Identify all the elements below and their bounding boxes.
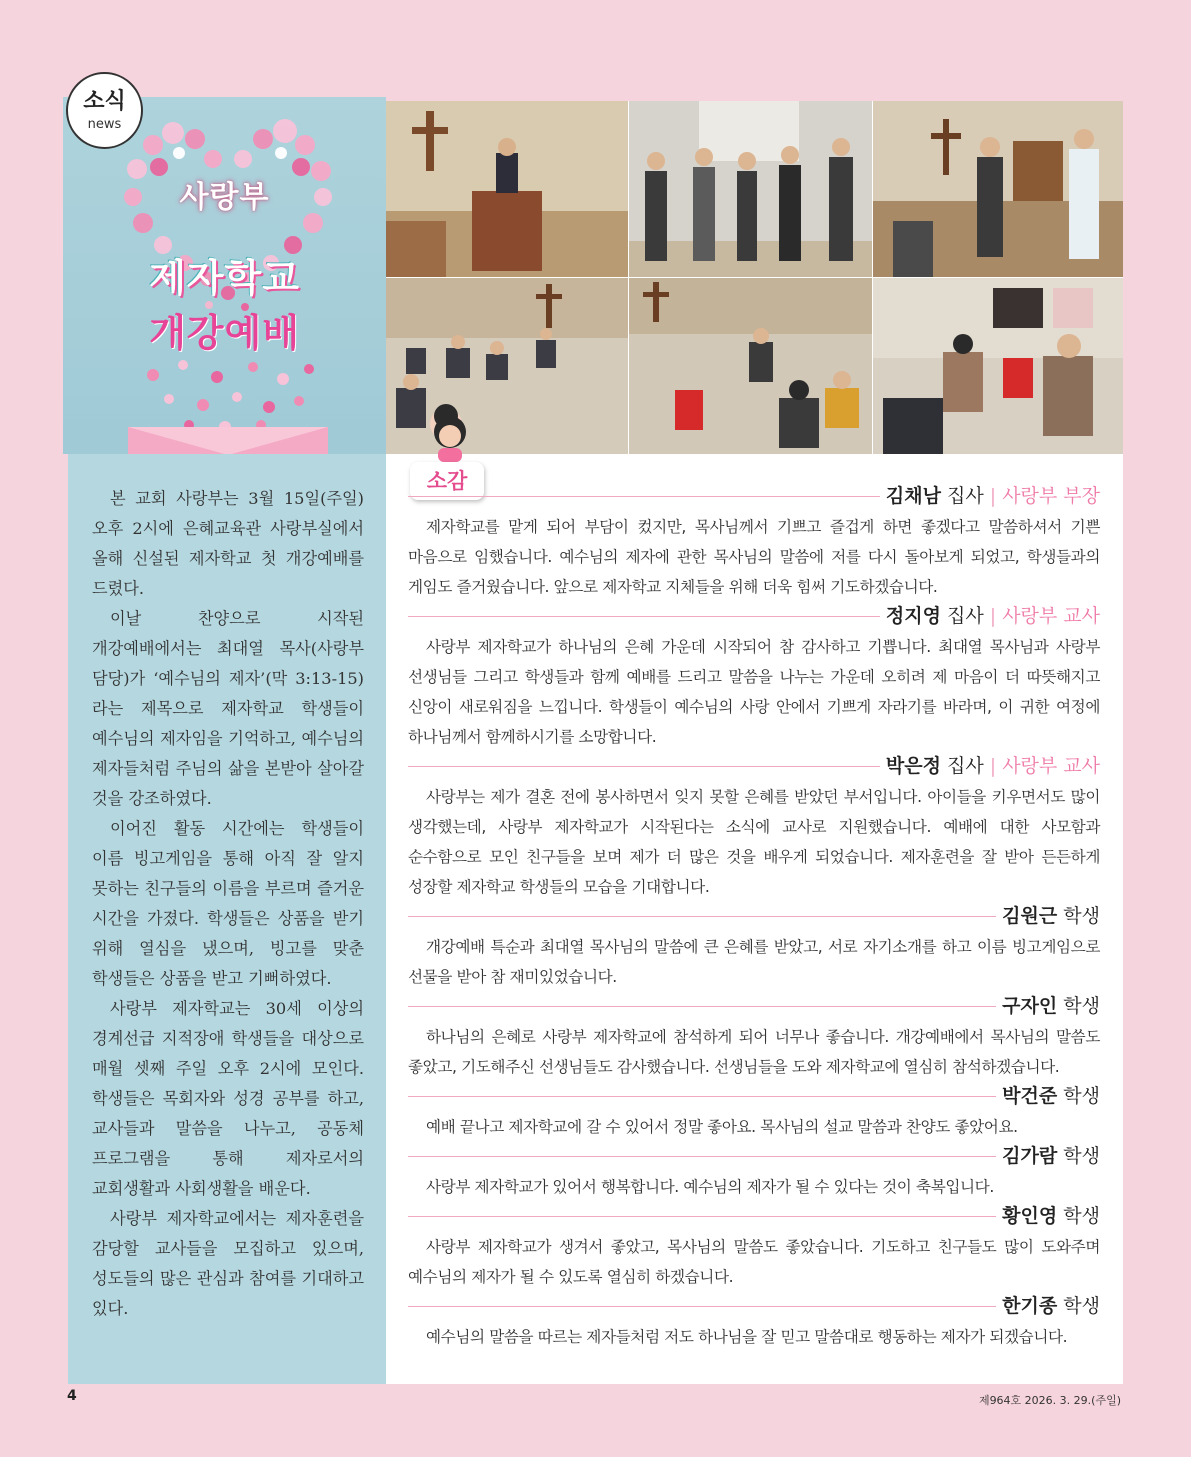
testimonial-entry <box>408 1142 1100 1202</box>
testimonial-dept: 사랑부 교사 <box>1002 755 1100 777</box>
testimonial-entry <box>408 602 1100 752</box>
article-paragraph: 이어진 활동 시간에는 학생들이 이름 빙고게임을 통해 아직 잘 알지 못하는 친구들의 이름을 부르며 즐거운 시간을 가졌다. 학생들은 상품을 받기 위해 열심을 냈으며, 빙고를 맞춘 학생들은 상품을 받고 기뻐하였다. <box>92 819 364 988</box>
sogam-tab-label: 소감 <box>426 469 468 493</box>
testimonial-role: 학생 <box>1063 1085 1100 1107</box>
testimonial-entry <box>408 1082 1100 1142</box>
testimonial-dept: 사랑부 교사 <box>1002 605 1100 627</box>
testimonial-role: 집사 <box>946 485 984 507</box>
testimonial-text: 개강예배 특순과 최대열 목사님의 말씀에 큰 은혜를 받았고, 서로 자기소개를 하고 이름 빙고게임으로 선물을 받아 참 재미있었습니다. <box>408 938 1100 986</box>
testimonial-role: 학생 <box>1063 1205 1100 1227</box>
badge-subtitle: news <box>87 117 122 132</box>
testimonial-name: 황인영 <box>1002 1205 1058 1227</box>
testimonial-separator: | <box>989 755 997 777</box>
testimonial-text: 사랑부 제자학교가 있어서 행복합니다. 예수님의 제자가 될 수 있다는 것이 축복입니다. <box>426 1178 994 1196</box>
article-paragraph: 사랑부 제자학교는 30세 이상의 경계선급 지적장애 학생들을 대상으로 매월 셋째 주일 오후 2시에 모인다. 학생들은 목회자와 성경 공부를 하고, 교사들과 말씀을 나누고, 공동체 프로그램을 통해 제자로서의 교회생활과 사회생활을 배운다. <box>92 999 364 1198</box>
article-column <box>68 454 386 1384</box>
testimonial-name: 박은정 <box>885 755 941 777</box>
news-badge <box>66 72 143 149</box>
article-paragraph: 이날 찬양으로 시작된 개강예배에서는 최대열 목사(사랑부 담당)가 ‘예수님의 제자’(막 3:13-15)라는 제목으로 제자학교 학생들이 예수님의 제자임을 기억하고, 예수님의 제자들처럼 주님의 삶을 본받아 살아갈 것을 강조하였다. <box>92 609 364 808</box>
photo-teacher-with-students <box>873 278 1123 454</box>
testimonial-entry <box>408 1202 1100 1292</box>
testimonial-role: 집사 <box>946 755 984 777</box>
testimonial-role: 학생 <box>1063 905 1100 927</box>
testimonial-role: 학생 <box>1063 1145 1100 1167</box>
testimonial-entry <box>408 902 1100 992</box>
photo-activity-red-stools <box>629 278 872 454</box>
hero-panel <box>63 97 386 454</box>
testimonial-name: 김가람 <box>1002 1145 1058 1167</box>
testimonial-name: 구자인 <box>1002 995 1058 1017</box>
testimonial-name: 김원근 <box>1002 905 1058 927</box>
testimonial-name: 한기종 <box>1002 1295 1058 1317</box>
testimonial-role: 학생 <box>1063 995 1100 1017</box>
testimonial-text: 사랑부는 제가 결혼 전에 봉사하면서 잊지 못할 은혜를 받았던 부서입니다. 아이들을 키우면서도 많이 생각했는데, 사랑부 제자학교가 시작된다는 소식에 교사로 지원했습니다. 예배에 대한 사모함과 순수함으로 모인 친구들을 보며 제가 더 많은 것을 배우게 되었습니다. 제자훈련을 잘 받아 든든하게 성장할 제자학교 학생들의 모습을 기대합니다. <box>408 788 1100 896</box>
photo-bingo-game-floor <box>386 278 628 454</box>
badge-title: 소식 <box>83 89 126 114</box>
testimonial-name: 박건준 <box>1002 1085 1058 1107</box>
testimonial-entry <box>408 752 1100 902</box>
testimonials-column <box>386 454 1123 1384</box>
testimonial-role: 집사 <box>946 605 984 627</box>
testimonial-entry <box>408 482 1100 602</box>
photo-students-standing <box>629 101 872 277</box>
testimonial-dept: 사랑부 부장 <box>1002 485 1100 507</box>
testimonial-entry <box>408 992 1100 1082</box>
testimonial-separator: | <box>989 485 997 507</box>
testimonial-role: 학생 <box>1063 1295 1100 1317</box>
article-paragraph: 사랑부 제자학교에서는 제자훈련을 감당할 교사들을 모집하고 있으며, 성도들의 많은 관심과 참여를 기대하고 있다. <box>92 1209 364 1318</box>
page-number: 4 <box>67 1388 77 1404</box>
girl-character-icon <box>426 410 474 462</box>
testimonial-text: 사랑부 제자학교가 하나님의 은혜 가운데 시작되어 참 감사하고 기쁩니다. 최대열 목사님과 사랑부 선생님들 그리고 학생들과 함께 예배를 드리고 말씀을 나누는 가운데 오히려 제 마음이 더 따뜻해지고 신앙이 새로워짐을 느낍니다. 학생들이 예수님의 사랑 안에서 기쁘게 자라기를 바라며, 이 귀한 여정에 하나님께서 함께하시기를 소망합니다. <box>408 638 1100 746</box>
testimonial-entry <box>408 1292 1100 1352</box>
issue-info: 제964호 2026. 3. 29.(주일) <box>978 1394 1121 1407</box>
testimonial-name: 정지영 <box>885 605 941 627</box>
testimonial-text: 제자학교를 맡게 되어 부담이 컸지만, 목사님께서 기쁘고 즐겁게 하면 좋겠다고 말씀하셔서 기쁜 마음으로 임했습니다. 예수님의 제자에 관한 목사님의 말씀에 저를 다시 돌아보게 되었고, 학생들과의 게임도 즐거웠습니다. 앞으로 제자학교 지체들을 위해 더욱 힘써 기도하겠습니다. <box>408 518 1100 596</box>
photo-students-speaking <box>873 101 1123 277</box>
testimonial-name: 김채남 <box>885 485 941 507</box>
testimonial-text: 사랑부 제자학교가 생겨서 좋았고, 목사님의 말씀도 좋았습니다. 기도하고 친구들도 많이 도와주며 예수님의 제자가 될 수 있도록 열심히 하겠습니다. <box>408 1238 1100 1286</box>
article-paragraph: 본 교회 사랑부는 3월 15일(주일) 오후 2시에 은혜교육관 사랑부실에서 올해 신설된 제자학교 첫 개강예배를 드렸다. <box>92 489 364 598</box>
envelope-illustration <box>128 423 328 454</box>
photo-pastor-preaching <box>386 101 628 277</box>
testimonial-text: 예수님의 말씀을 따르는 제자들처럼 저도 하나님을 잘 믿고 말씀대로 행동하는 제자가 되겠습니다. <box>426 1328 1068 1346</box>
testimonial-text: 예배 끝나고 제자학교에 갈 수 있어서 정말 좋아요. 목사님의 설교 말씀과 찬양도 좋았어요. <box>426 1118 1018 1136</box>
hero-title-line2: 제자학교 <box>149 256 300 300</box>
photo-grid <box>386 101 1123 454</box>
testimonial-text: 하나님의 은혜로 사랑부 제자학교에 참석하게 되어 너무나 좋습니다. 개강예배에서 목사님의 말씀도 좋았고, 기도해주신 선생님들도 감사했습니다. 선생님들을 도와 제자학교에 열심히 참석하겠습니다. <box>408 1028 1100 1076</box>
hero-title-line1: 사랑부 <box>179 180 270 215</box>
hero-title-line3: 개강예배 <box>149 311 300 355</box>
testimonial-separator: | <box>989 605 997 627</box>
